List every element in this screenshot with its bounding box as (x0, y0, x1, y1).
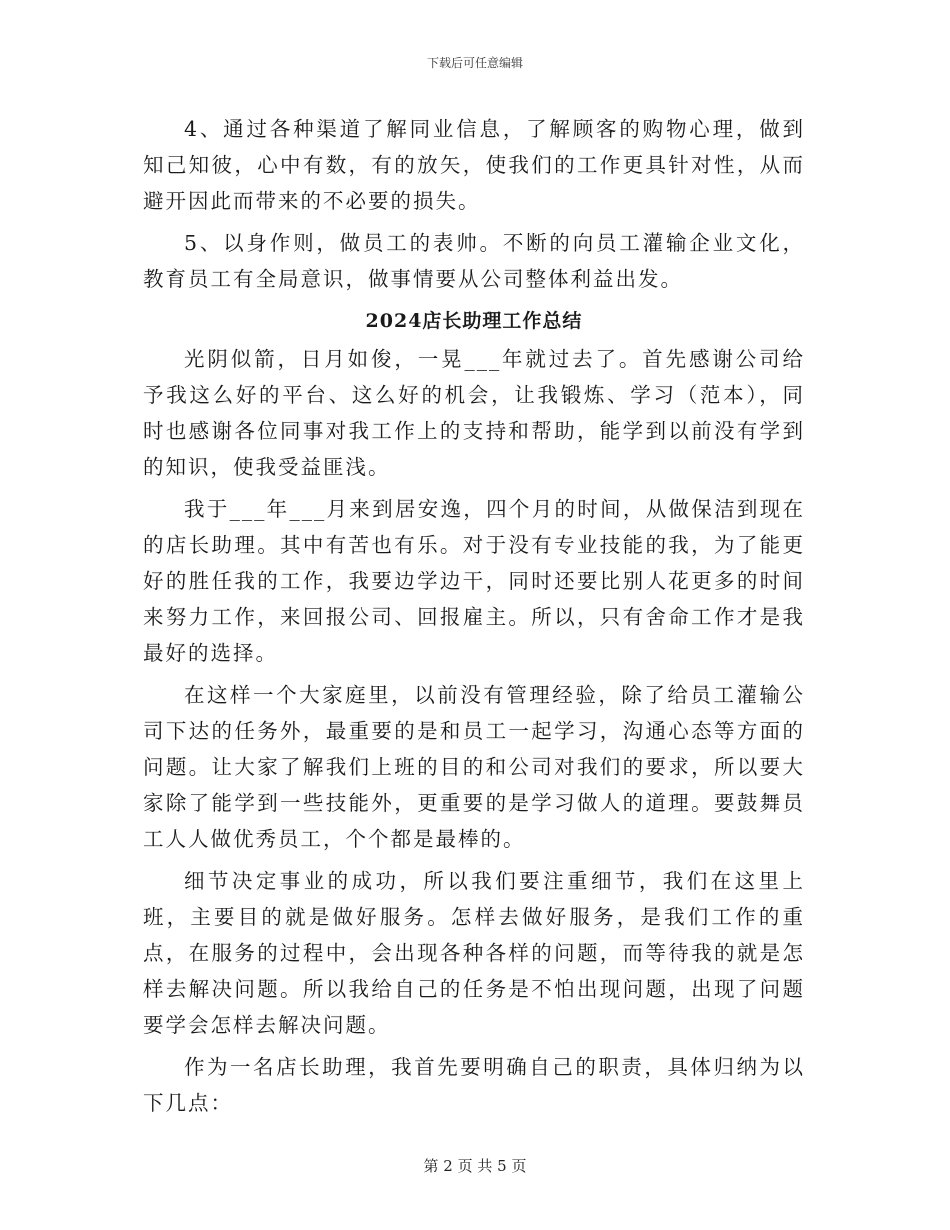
section-title: 2024店长助理工作总结 (365, 310, 583, 332)
page-footer-page-number: 第 2 页 共 5 页 (423, 1157, 527, 1175)
paragraph-intro: 光阴似箭，日月如俊，一晃___年就过去了。首先感谢公司给予我这么好的平台、这么好的机会，让我锻炼、学习（范本），同时也感谢各位同事对我工作上的支持和帮助，能学到以前没有学到的知识，使我受益匪浅。 (143, 347, 805, 479)
paragraph-item-4: 4、通过各种渠道了解同业信息，了解顾客的购物心理，做到知己知彼，心中有数，有的放矢，使我们的工作更具针对性，从而避开因此而带来的不必要的损失。 (143, 117, 805, 213)
paragraph-item-5: 5、以身作则，做员工的表帅。不断的向员工灌输企业文化，教育员工有全局意识，做事情要从公司整体利益出发。 (143, 231, 805, 291)
document-body (143, 111, 805, 1127)
paragraph-details: 细节决定事业的成功，所以我们要注重细节，我们在这里上班，主要目的就是做好服务。怎样去做好服务，是我们工作的重点，在服务的过程中，会出现各种各样的问题，而等待我的就是怎样去解决问题。所以我给自己的任务是不怕出现问题，出现了问题要学会怎样去解决问题。 (143, 869, 805, 1037)
paragraph-duties: 作为一名店长助理，我首先要明确自己的职责，具体归纳为以下几点： (143, 1055, 805, 1115)
paragraph-team: 在这样一个大家庭里，以前没有管理经验，除了给员工灌输公司下达的任务外，最重要的是和员工一起学习，沟通心态等方面的问题。让大家了解我们上班的目的和公司对我们的要求，所以要大家除了能学到一些技能外，更重要的是学习做人的道理。要鼓舞员工人人做优秀员工，个个都是最棒的。 (143, 683, 805, 851)
paragraph-arrival: 我于___年___月来到居安逸，四个月的时间，从做保洁到现在的店长助理。其中有苦也有乐。对于没有专业技能的我，为了能更好的胜任我的工作，我要边学边干，同时还要比别人花更多的时间来努力工作，来回报公司、回报雇主。所以，只有舍命工作才是我最好的选择。 (143, 497, 805, 665)
page-header-note: 下载后可任意编辑 (426, 56, 523, 70)
